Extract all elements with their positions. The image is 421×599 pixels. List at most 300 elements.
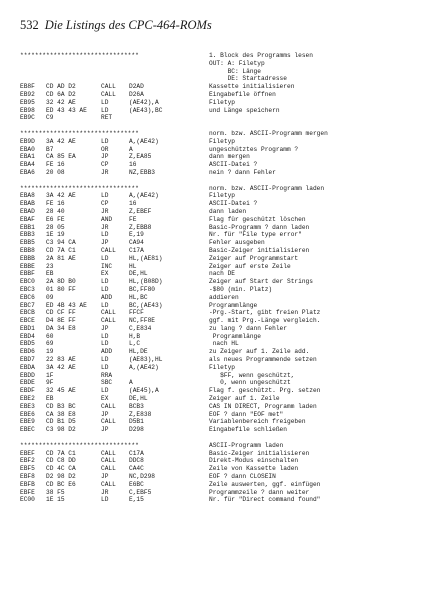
opcode-bytes: 32 45 AE <box>46 387 76 395</box>
mnemonic: EX <box>101 270 109 278</box>
comment-row <box>20 60 416 68</box>
mnemonic: JP <box>101 410 109 418</box>
comment: Zeile auswerten, ggf. einfügen <box>209 480 321 488</box>
listing-row <box>20 270 416 278</box>
mnemonic: JP <box>101 239 109 247</box>
listing-row <box>20 387 416 395</box>
mnemonic: JP <box>101 426 109 434</box>
comment: Basic-Programm ? dann laden <box>209 223 310 231</box>
opcode-bytes: CD 4C CA <box>46 465 76 473</box>
address: EB98 <box>20 106 35 114</box>
listing-row <box>20 114 416 122</box>
mnemonic: LD <box>101 98 109 106</box>
comment: -$80 (min. Platz) <box>209 285 273 293</box>
listing-row <box>20 317 416 325</box>
comment: und Länge speichern <box>209 106 280 114</box>
listing-row <box>20 161 416 169</box>
comment: Nr. für "Direct command found" <box>209 496 321 504</box>
listing-row <box>20 356 416 364</box>
mnemonic: JP <box>101 473 109 481</box>
address: EBEC <box>20 426 35 434</box>
operand: (AE42),A <box>129 98 159 106</box>
mnemonic: LD <box>101 231 109 239</box>
mnemonic: CALL <box>101 90 116 98</box>
listing-row <box>20 348 416 356</box>
opcode-bytes: EB <box>46 270 54 278</box>
opcode-bytes: FE 16 <box>46 200 65 208</box>
comment: Programmlänge <box>209 332 261 340</box>
opcode-bytes: B7 <box>46 145 54 153</box>
address: EBE3 <box>20 402 35 410</box>
mnemonic: JP <box>101 153 109 161</box>
mnemonic: CALL <box>101 309 116 317</box>
mnemonic: LD <box>101 137 109 145</box>
opcode-bytes: 01 80 FF <box>46 285 76 293</box>
opcode-bytes: 32 42 AE <box>46 98 76 106</box>
mnemonic: LD <box>101 254 109 262</box>
listing-row <box>20 138 416 146</box>
operand: Z,EBEF <box>129 207 152 215</box>
address: EBBE <box>20 262 35 270</box>
operand: DDC8 <box>129 457 144 465</box>
operand: (AE45),A <box>129 387 159 395</box>
operand: NZ,EBB3 <box>129 168 155 176</box>
opcode-bytes: CD AD D2 <box>46 83 76 91</box>
comment: Filetyp <box>209 98 235 106</box>
address: EBA6 <box>20 168 35 176</box>
listing-row <box>20 107 416 115</box>
mnemonic: LD <box>101 285 109 293</box>
address: EBC0 <box>20 278 35 286</box>
listing-row <box>20 231 416 239</box>
listing-row <box>20 216 416 224</box>
opcode-bytes: 1E 15 <box>46 496 65 504</box>
listing-row <box>20 208 416 216</box>
listing-row <box>20 294 416 302</box>
mnemonic: LD <box>101 192 109 200</box>
mnemonic: LD <box>101 332 109 340</box>
address: EBE6 <box>20 410 35 418</box>
comment: ASCII-Programm laden <box>209 441 284 449</box>
operand: L,C <box>129 340 141 348</box>
listing-row <box>20 411 416 419</box>
mnemonic: ADD <box>101 348 113 356</box>
operand: FFCF <box>129 309 144 317</box>
opcode-bytes: 22 83 AE <box>46 356 76 364</box>
listing-row <box>20 278 416 286</box>
comment: zu lang ? dann Fehler <box>209 324 287 332</box>
comment: Fehler ausgeben <box>209 239 265 247</box>
opcode-bytes: 20 08 <box>46 168 65 176</box>
address: EBD4 <box>20 332 35 340</box>
operand: E,19 <box>129 231 144 239</box>
section-header-row <box>20 442 416 450</box>
listing-row <box>20 426 416 434</box>
opcode-bytes: 2A 81 AE <box>46 254 76 262</box>
comment: 1. Block des Programms lesen <box>209 52 313 59</box>
listing-row <box>20 372 416 380</box>
operand: C,E834 <box>129 324 152 332</box>
operand: D5B1 <box>129 418 144 426</box>
listing-row <box>20 457 416 465</box>
comment: dann laden <box>209 207 247 215</box>
page-header <box>20 17 410 33</box>
listing-row <box>20 418 416 426</box>
listing-row <box>20 395 416 403</box>
mnemonic: LD <box>101 496 109 504</box>
operand: D2AD <box>129 83 144 91</box>
address: EBEF <box>20 449 35 457</box>
address: EBB1 <box>20 223 35 231</box>
address: EBB3 <box>20 231 35 239</box>
comment-row <box>20 68 416 76</box>
comment: norm. bzw. ASCII-Programm mergen <box>209 129 328 137</box>
operand: DE,HL <box>129 395 148 403</box>
listing-row <box>20 496 416 504</box>
comment: Flag f. geschützt. Prg. setzen <box>209 387 321 395</box>
operand: D26A <box>129 90 144 98</box>
opcode-bytes: CA 85 EA <box>46 153 76 161</box>
operand: A <box>129 379 133 387</box>
address: EBF2 <box>20 457 35 465</box>
address: EBB5 <box>20 239 35 247</box>
comment: nein ? dann Fehler <box>209 168 276 176</box>
mnemonic: LD <box>101 106 109 114</box>
comment: Programmzeile ? dann weiter <box>209 488 310 496</box>
address: EBA0 <box>20 145 35 153</box>
blank-line <box>20 434 416 442</box>
opcode-bytes: 3A 42 AE <box>46 192 76 200</box>
operand: HL,(B08D) <box>129 278 163 286</box>
opcode-bytes: ED 4B 43 AE <box>46 301 87 309</box>
mnemonic: CALL <box>101 480 116 488</box>
operand: HL,(AE81) <box>129 254 163 262</box>
address: EBFB <box>20 480 35 488</box>
operand: BC,(AE43) <box>129 301 163 309</box>
mnemonic: EX <box>101 395 109 403</box>
operand: BC,FF80 <box>129 285 155 293</box>
opcode-bytes: CD 7A C1 <box>46 246 76 254</box>
operand: FE <box>129 215 137 223</box>
comment: Zeile von Kassette laden <box>209 465 299 473</box>
opcode-bytes: 28 40 <box>46 207 65 215</box>
operand: HL,BC <box>129 293 148 301</box>
address: EB95 <box>20 98 35 106</box>
listing-row <box>20 302 416 310</box>
comment: Filetyp <box>209 137 235 145</box>
listing-row <box>20 333 416 341</box>
mnemonic: LD <box>101 278 109 286</box>
mnemonic: CALL <box>101 465 116 473</box>
comment: Direkt-Modus einschalten <box>209 457 299 465</box>
operand: DE,HL <box>129 270 148 278</box>
opcode-bytes: C3 98 D2 <box>46 426 76 434</box>
comment: Flag für geschützt löschen <box>209 215 306 223</box>
address: EBBF <box>20 270 35 278</box>
comment: nach DE <box>209 270 235 278</box>
listing-row <box>20 309 416 317</box>
address: EBFE <box>20 488 35 496</box>
listing-row <box>20 247 416 255</box>
operand: NC,D298 <box>129 473 155 481</box>
comment: Eingabefile öffnen <box>209 90 276 98</box>
comment: 0, wenn ungeschützt <box>209 379 291 387</box>
opcode-bytes: D2 98 D2 <box>46 473 76 481</box>
operand: D298 <box>129 426 144 434</box>
comment: Programmlänge <box>209 301 258 309</box>
mnemonic: LD <box>101 387 109 395</box>
operand: E6BC <box>129 480 144 488</box>
address: EBD6 <box>20 348 35 356</box>
operand: BCB3 <box>129 402 144 410</box>
address: EB8F <box>20 83 35 91</box>
operand: HL,DE <box>129 348 148 356</box>
listing-row <box>20 465 416 473</box>
address: EBA8 <box>20 192 35 200</box>
listing-row <box>20 224 416 232</box>
mnemonic: CALL <box>101 418 116 426</box>
opcode-bytes: 3A 42 AE <box>46 137 76 145</box>
opcode-bytes: 1F <box>46 371 54 379</box>
address: EBAD <box>20 207 35 215</box>
section-header-row <box>20 185 416 193</box>
listing-row <box>20 489 416 497</box>
mnemonic: LD <box>101 356 109 364</box>
listing-row <box>20 153 416 161</box>
opcode-bytes: 69 <box>46 340 54 348</box>
opcode-bytes: CD C8 DD <box>46 457 76 465</box>
opcode-bytes: 09 <box>46 293 54 301</box>
mnemonic: CP <box>101 200 109 208</box>
address: EBD7 <box>20 356 35 364</box>
mnemonic: JR <box>101 223 109 231</box>
comment: Kassette initialisieren <box>209 83 295 91</box>
listing-row <box>20 379 416 387</box>
comment: ASCII-Datei ? <box>209 200 258 208</box>
mnemonic: JR <box>101 168 109 176</box>
comment: ungeschütztes Programm ? <box>209 145 299 153</box>
listing-row <box>20 340 416 348</box>
comment: Zeiger auf Programmstart <box>209 254 299 262</box>
listing-row <box>20 83 416 91</box>
blank-line <box>20 177 416 185</box>
opcode-bytes: FE 16 <box>46 161 65 169</box>
listing-row <box>20 255 416 263</box>
operand: CA94 <box>129 239 144 247</box>
address: EBCE <box>20 317 35 325</box>
section-stars: ******************************** <box>20 52 139 59</box>
operand: Z,E838 <box>129 410 152 418</box>
operand: C17A <box>129 246 144 254</box>
mnemonic: CP <box>101 161 109 169</box>
mnemonic: JP <box>101 324 109 332</box>
address: EBAB <box>20 200 35 208</box>
page-number: 532 <box>20 18 39 32</box>
mnemonic: INC <box>101 262 113 270</box>
mnemonic: CALL <box>101 457 116 465</box>
address: EBDD <box>20 371 35 379</box>
comment: Basic-Zeiger initialisieren <box>209 246 310 254</box>
address: EBBB <box>20 254 35 262</box>
operand: A,(AE42) <box>129 363 159 371</box>
comment: Filetyp <box>209 363 235 371</box>
opcode-bytes: CD CF FF <box>46 309 76 317</box>
comment: DE: Startadresse <box>209 75 287 83</box>
opcode-bytes: CD 7A C1 <box>46 449 76 457</box>
comment: OUT: A: Filetyp <box>209 59 265 67</box>
address: EBD5 <box>20 340 35 348</box>
opcode-bytes: DA 34 E8 <box>46 324 76 332</box>
mnemonic: LD <box>101 363 109 371</box>
comment: Zeiger auf Start der Strings <box>209 278 313 286</box>
operand: A,(AE42) <box>129 137 159 145</box>
address: EB9C <box>20 114 35 122</box>
listing-row <box>20 192 416 200</box>
opcode-bytes: 23 <box>46 262 54 270</box>
comment: Zeiger auf erste Zeile <box>209 262 291 270</box>
opcode-bytes: ED 43 43 AE <box>46 106 87 114</box>
opcode-bytes: CA 38 E8 <box>46 410 76 418</box>
comment: zu Zeiger auf 1. Zeile add. <box>209 348 310 356</box>
address: EBDA <box>20 363 35 371</box>
comment: nach HL <box>209 340 239 348</box>
mnemonic: ADD <box>101 293 113 301</box>
opcode-bytes: 3A 42 AE <box>46 363 76 371</box>
address: EBE2 <box>20 395 35 403</box>
mnemonic: JR <box>101 488 109 496</box>
listing-row <box>20 263 416 271</box>
comment: ASCII-Datei ? <box>209 161 258 169</box>
listing-row <box>20 481 416 489</box>
comment: Variablenbereich freigeben <box>209 418 306 426</box>
mnemonic: CALL <box>101 317 116 325</box>
comment: Zeiger auf 1. Zeile <box>209 395 280 403</box>
mnemonic: CALL <box>101 402 116 410</box>
comment: CAS IN DIRECT, Programm laden <box>209 402 317 410</box>
section-header-row <box>20 52 416 60</box>
section-stars: ******************************** <box>20 441 139 449</box>
operand: A <box>129 145 133 153</box>
comment: -Prg.-Start, gibt freien Platz <box>209 309 321 317</box>
operand: HL <box>129 262 137 270</box>
operand: Z,EBB8 <box>129 223 152 231</box>
comment-row <box>20 75 416 83</box>
address: EBAF <box>20 215 35 223</box>
address: EB92 <box>20 90 35 98</box>
mnemonic: RRA <box>101 371 113 379</box>
opcode-bytes: 60 <box>46 332 54 340</box>
opcode-bytes: 9F <box>46 379 54 387</box>
mnemonic: LD <box>101 301 109 309</box>
mnemonic: SBC <box>101 379 113 387</box>
opcode-bytes: 2A 8D B0 <box>46 278 76 286</box>
operand: 16 <box>129 161 137 169</box>
mnemonic: OR <box>101 145 109 153</box>
section-stars: ******************************** <box>20 129 139 137</box>
address: EBE9 <box>20 418 35 426</box>
section-stars: ******************************** <box>20 184 139 192</box>
listing-row <box>20 403 416 411</box>
opcode-bytes: 19 <box>46 348 54 356</box>
comment: dann mergen <box>209 153 250 161</box>
comment: als neues Programmende setzen <box>209 356 317 364</box>
listing-row <box>20 200 416 208</box>
operand: (AE83),HL <box>129 356 163 364</box>
comment: $FF, wenn geschützt, <box>209 371 295 379</box>
opcode-bytes: 1E 19 <box>46 231 65 239</box>
operand: A,(AE42) <box>129 192 159 200</box>
address: EBDF <box>20 387 35 395</box>
listing-row <box>20 325 416 333</box>
opcode-bytes: CD BC E6 <box>46 480 76 488</box>
comment: EOF ? dann CLOSEIN <box>209 473 276 481</box>
operand: CA4C <box>129 465 144 473</box>
section-header-row <box>20 130 416 138</box>
opcode-bytes: EB <box>46 395 54 403</box>
page-title: Die Listings des CPC-464-ROMs <box>44 18 212 32</box>
assembly-listing <box>20 52 416 504</box>
comment: norm. bzw. ASCII-Programm laden <box>209 184 325 192</box>
comment: ggf. mit Prg.-Länge vergleich. <box>209 317 321 325</box>
address: EB9D <box>20 137 35 145</box>
listing-row <box>20 169 416 177</box>
opcode-bytes: C3 94 CA <box>46 239 76 247</box>
listing-row <box>20 239 416 247</box>
listing-row <box>20 286 416 294</box>
address: EBCB <box>20 309 35 317</box>
comment: Filetyp <box>209 192 235 200</box>
opcode-bytes: CD 6A D2 <box>46 90 76 98</box>
address: EBC6 <box>20 293 35 301</box>
address: EBA1 <box>20 153 35 161</box>
opcode-bytes: CD B3 BC <box>46 402 76 410</box>
opcode-bytes: 38 F5 <box>46 488 65 496</box>
address: EBC7 <box>20 301 35 309</box>
address: EBB8 <box>20 246 35 254</box>
listing-row <box>20 146 416 154</box>
address: EBF5 <box>20 465 35 473</box>
operand: H,B <box>129 332 141 340</box>
comment: BC: Länge <box>209 67 261 75</box>
operand: 16 <box>129 200 137 208</box>
address: EC00 <box>20 496 35 504</box>
listing-row <box>20 364 416 372</box>
mnemonic: CALL <box>101 246 116 254</box>
operand: E,15 <box>129 496 144 504</box>
comment: Basic-Zeiger initialisieren <box>209 449 310 457</box>
comment: EOF ? dann "EOF met" <box>209 410 284 418</box>
operand: Z,EA85 <box>129 153 152 161</box>
address: EBDE <box>20 379 35 387</box>
mnemonic: CALL <box>101 449 116 457</box>
opcode-bytes: CD B1 D5 <box>46 418 76 426</box>
operand: C,EBF5 <box>129 488 152 496</box>
operand: NC,FF8E <box>129 317 155 325</box>
comment: Nr. für "File type error" <box>209 231 302 239</box>
address: EBC3 <box>20 285 35 293</box>
opcode-bytes: E6 FE <box>46 215 65 223</box>
opcode-bytes: 28 05 <box>46 223 65 231</box>
mnemonic: RET <box>101 114 113 122</box>
mnemonic: JR <box>101 207 109 215</box>
address: EBF8 <box>20 473 35 481</box>
comment: addieren <box>209 293 239 301</box>
blank-line <box>20 122 416 130</box>
mnemonic: AND <box>101 215 113 223</box>
mnemonic: CALL <box>101 83 116 91</box>
comment: Eingabefile schließen <box>209 426 287 434</box>
operand: C17A <box>129 449 144 457</box>
